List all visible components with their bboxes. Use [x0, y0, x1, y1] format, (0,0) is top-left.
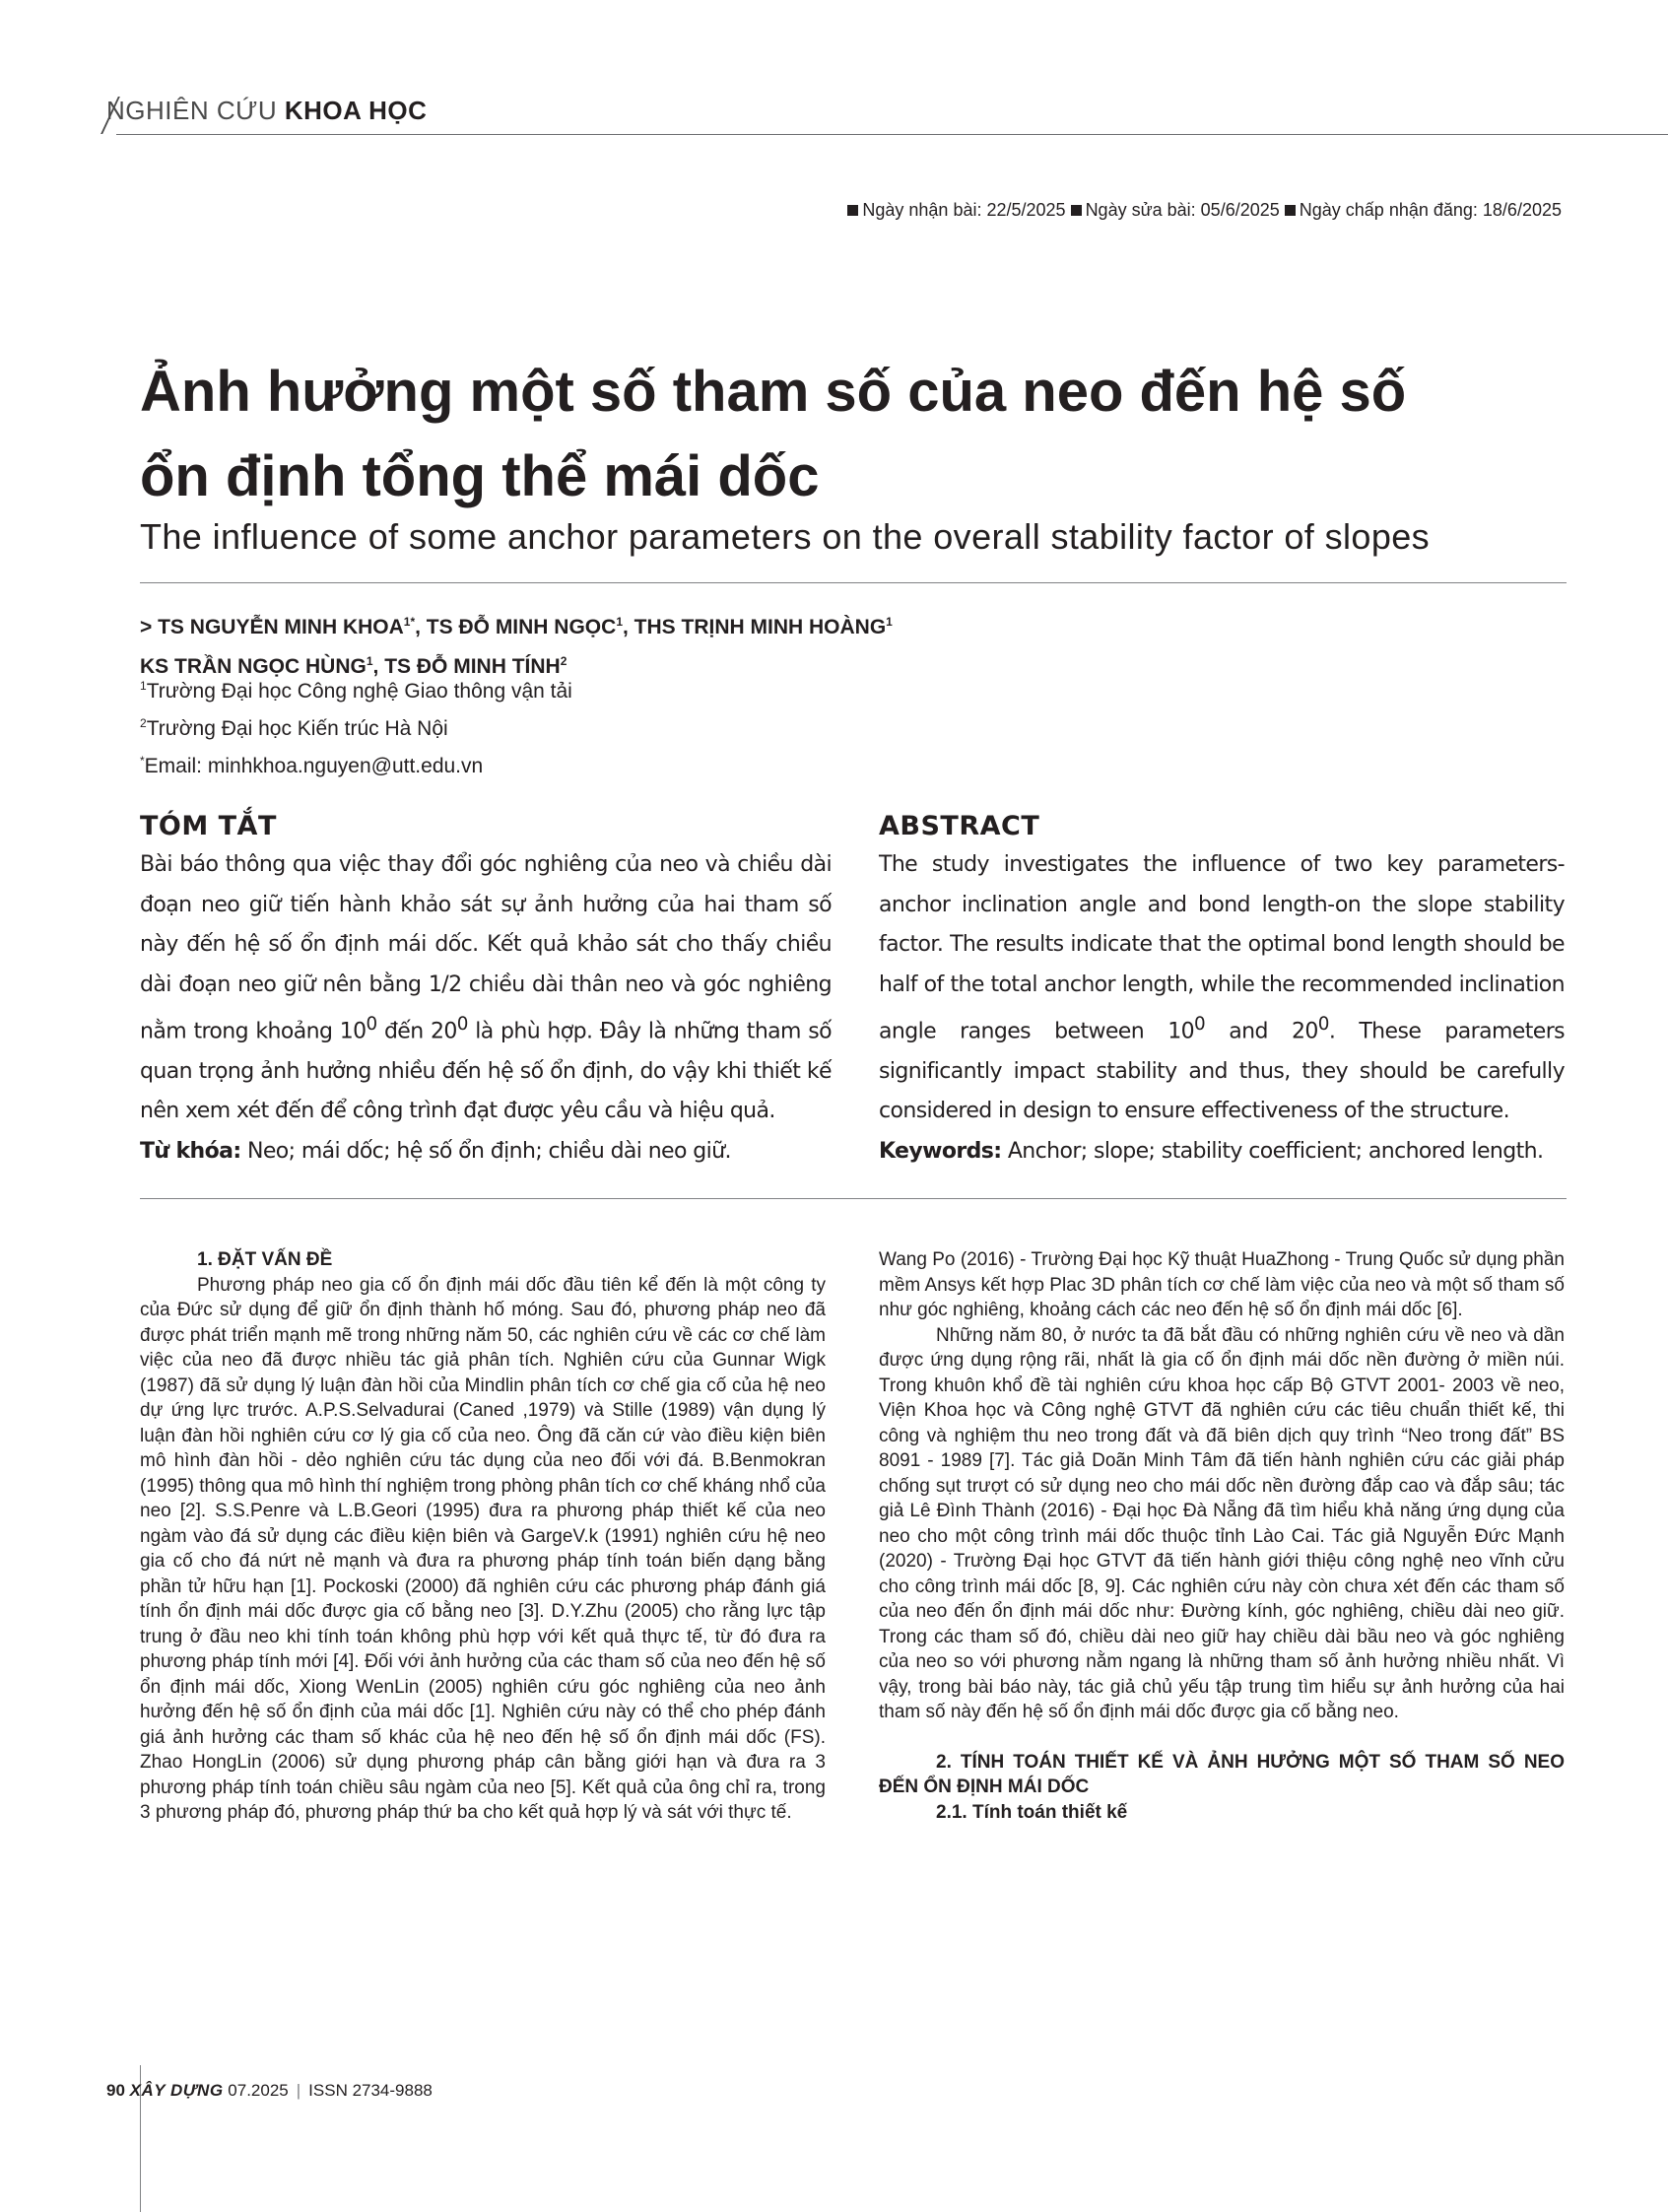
affiliation-text: Trường Đại học Kiến trúc Hà Nội [146, 717, 448, 740]
abstract-text: . These parameters significantly impact stability and thus, they should be carefully considered in design to ensure effectiveness of the structure. [879, 1019, 1566, 1124]
page-number: 90 [106, 2081, 125, 2100]
affiliations [140, 670, 572, 782]
affiliation-sup: 1 [140, 679, 147, 693]
author-sup: 2 [560, 654, 567, 668]
bullet-square-icon [847, 205, 858, 216]
contact-email [140, 745, 572, 782]
tomtat-heading: TÓM TẮT [140, 811, 277, 841]
english-title: The influence of some anchor parameters on the overall stability factor of slopes [140, 516, 1431, 557]
author-prefix: > [140, 616, 159, 638]
journal-brand: XÂY DỰNG [129, 2081, 224, 2100]
abstract-text: The study investigates the influence of two key parameters-anchor inclination angle and bond length-on the slope stability factor. The results indicate that the optimal bond length should be half of the total anchor length, while the recommended inclination angle ranges between 10 [879, 852, 1565, 1044]
tomtat-text: đến 20 [376, 1019, 457, 1044]
author-sup: 1* [403, 615, 416, 629]
article-title [140, 350, 1588, 519]
email-sup: * [140, 754, 145, 768]
author-line-1 [140, 605, 1578, 644]
author-sup: 1 [616, 615, 623, 629]
tomtat-body [140, 845, 832, 1172]
author-name: , TS ĐỖ MINH NGỌC [415, 616, 617, 638]
body-paragraph: Những năm 80, ở nước ta đã bắt đầu có những nghiên cứu về neo và dần được ứng dụng rộng rãi, nhất là gia cố ổn định mái dốc nền đường ở miền núi. Trong khuôn khổ đề tài nghiên cứu khoa học cấp Bộ GTVT 2001- 2003 về neo, Viện Khoa học và Công nghệ GTVT đã nghiên cứu các tiêu chuẩn thiết kế, thi công và nghiệm thu neo trong đất và đã biên dịch quy trình “Neo trong đất” BS 8091 - 1989 [7]. Tác giả Doãn Minh Tâm đã tiến hành nghiên cứu các giải pháp chống sụt trượt có sử dụng neo cho mái dốc nền đường đắp cao và đắp sâu; tác giả Lê Đình Thành (2016) - Đại học Đà Nẵng đã tìm hiểu khả năng ứng dụng của neo cho một công trình mái dốc thuộc tỉnh Lào Cai. Tác giả Nguyễn Đức Mạnh (2020) - Trường Đại học GTVT đã tiến hành giới thiệu công nghệ neo vĩnh cửu cho công trình mái dốc [8, 9]. Các nghiên cứu này còn chưa xét đến các tham số của neo đến ổn định mái dốc như: Đường kính, góc nghiêng, chiều dài neo giữ. Trong các tham số đó, chiều dài neo giữ hay chiều dài bầu neo và góc nghiêng của neo so với phương nằm ngang là những tham số ảnh hưởng nhiều nhất. Vì vậy, trong bài báo này, tác giả chủ yếu tập trung tìm hiểu sự ảnh hưởng của hai tham số này đến hệ số ổn định mái dốc được gia cố bằng neo. [879, 1324, 1565, 1722]
tomtat-text: Bài báo thông qua việc thay đổi góc nghiêng của neo và chiều dài đoạn neo giữ tiến hành khảo sát sự ảnh hưởng của hai tham số này đến hệ số ổn định mái dốc. Kết quả khảo sát cho thấy chiều dài đoạn neo giữ nên bằng 1/2 chiều dài thân neo và góc nghiêng nằm trong khoảng 10 [140, 852, 832, 1044]
affiliation-1 [140, 670, 572, 707]
title-line-1: Ảnh hưởng một số tham số của neo đến hệ số [140, 360, 1407, 424]
affiliation-text: Trường Đại học Công nghệ Giao thông vận tải [146, 680, 572, 703]
tomtat-text: là phù hợp. Đây là những tham số quan trọng ảnh hưởng nhiều đến hệ số ổn định, do vậy khi thiết kế nên xem xét đến để công trình đạt được yêu cầu và hiệu quả. [140, 1019, 832, 1124]
spacer [879, 1725, 1565, 1750]
author-name: , TS ĐỖ MINH TÍNH [372, 655, 561, 678]
section-label-bold: KHOA HỌC [284, 96, 428, 125]
keywords-label-en: Keywords: [879, 1138, 1002, 1164]
body-column-left [140, 1247, 826, 1826]
author-sup: 1 [886, 615, 893, 629]
abstract-body [879, 845, 1565, 1172]
body-paragraph: Phương pháp neo gia cố ổn định mái dốc đầu tiên kể đến là một công ty của Đức sử dụng để giữ ổn định thành hố móng. Sau đó, phương pháp neo đã được phát triển mạnh mẽ trong những năm 50, các nghiên cứu về các cơ chế làm việc của neo đã được nhiều tác giả phân tích. Nghiên cứu của Gunnar Wigk (1987) đã sử dụng lý luận đàn hồi của Mindlin phân tích cơ chế gia cố của hệ neo dự ứng lực trước. A.P.S.Selvadurai (Caned ,1979) và Stille (1989) vận dụng lý luận đàn hồi nghiên cứu cơ lý gia cố của neo. Ông đã căn cứ vào điều kiện biên mô hình đàn hồi - dẻo nghiên cứu tác dụng của neo đối với đá. B.Benmokran (1995) thông qua mô hình thí nghiệm trong phòng phân tích cơ chế kháng nhổ của neo [2]. S.S.Penre và L.B.Geori (1995) đưa ra phương pháp thiết kế của neo ngàm vào đá sử dụng các điều kiện biên và GargeV.k (1991) nghiên cứu hệ neo gia cố cho đá nứt nẻ mạnh và đưa ra phương pháp tính toán biến dạng bằng phần tử hữu hạn [1]. Pockoski (2000) đã nghiên cứu các phương pháp đánh giá tính ổn định mái dốc được gia cố bằng neo [3]. D.Y.Zhu (2005) cho rằng lực tập trung ở đầu neo khi tính toán không phù hợp với kết quả thực tế, từ đó đưa ra phương pháp tính mới [4]. Đối với ảnh hưởng của các tham số của neo đến hệ số ổn định mái dốc, Xiong WenLin (2005) nghiên cứu góc nghiêng của neo ảnh hưởng đến hệ số ổn định của mái dốc [1]. Nghiên cứu này có thể cho phép đánh giá ảnh hưởng các tham số khác của hệ neo đến hệ số ổn định mái dốc (FS). Zhao HongLin (2006) sử dụng phương pháp cân bằng giới hạn và đưa ra 3 phương pháp tính toán chiều sâu ngàm của neo [5]. Kết quả của ông chỉ ra, trong 3 phương pháp đó, phương pháp thứ ba cho kết quả hợp lý và sát với thực tế. [140, 1274, 826, 1823]
affiliation-2 [140, 707, 572, 745]
degree-sup: 0 [1317, 1014, 1329, 1035]
abstract-text: and 20 [1205, 1019, 1318, 1044]
keywords-vi: Neo; mái dốc; hệ số ổn định; chiều dài neo giữ. [240, 1138, 731, 1164]
title-rule [140, 582, 1567, 583]
keywords-label-vi: Từ khóa: [140, 1138, 241, 1164]
bullet-square-icon [1285, 205, 1296, 216]
section-header [106, 96, 427, 126]
section-2-heading: 2. TÍNH TOÁN THIẾT KẾ VÀ ẢNH HƯỞNG MỘT SỐ THAM SỐ NEO ĐẾN ỔN ĐỊNH MÁI DỐC [879, 1751, 1565, 1797]
author-name: , THS TRỊNH MINH HOÀNG [623, 616, 887, 638]
author-name: KS TRẦN NGỌC HÙNG [140, 655, 367, 678]
abstract-rule [140, 1198, 1567, 1199]
title-line-2: ổn định tổng thể mái dốc [140, 444, 820, 508]
section-1-heading: 1. ĐẶT VẤN ĐỀ [197, 1249, 333, 1270]
abstract-heading: ABSTRACT [879, 811, 1040, 841]
page-footer [106, 2081, 433, 2101]
article-dates [847, 200, 1562, 221]
issn: ISSN 2734-9888 [308, 2081, 433, 2100]
bullet-square-icon [1071, 205, 1082, 216]
header-rule [116, 134, 1668, 135]
date-received: Ngày nhận bài: 22/5/2025 [862, 200, 1066, 220]
section-label-light: NGHIÊN CỨU [106, 96, 285, 125]
degree-sup: 0 [366, 1014, 377, 1035]
section-2-1-heading: 2.1. Tính toán thiết kế [936, 1801, 1128, 1823]
author-sup: 1 [366, 654, 373, 668]
affiliation-sup: 2 [140, 716, 147, 730]
degree-sup: 0 [456, 1014, 468, 1035]
keywords-en: Anchor; slope; stability coefficient; anchored length. [1001, 1138, 1544, 1164]
body-column-right [879, 1247, 1565, 1825]
date-accepted: Ngày chấp nhận đăng: 18/6/2025 [1299, 200, 1562, 220]
issue-date: 07.2025 [223, 2081, 289, 2100]
author-name: TS NGUYỄN MINH KHOA [158, 616, 404, 638]
date-revised: Ngày sửa bài: 05/6/2025 [1085, 200, 1280, 220]
degree-sup: 0 [1194, 1014, 1206, 1035]
email-text[interactable]: Email: minhkhoa.nguyen@utt.edu.vn [144, 755, 484, 777]
body-paragraph: Wang Po (2016) - Trường Đại học Kỹ thuật HuaZhong - Trung Quốc sử dụng phần mềm Ansys kết hợp Plac 3D phân tích cơ chế làm việc của neo và một số tham số như góc nghiêng, khoảng cách các neo đến hệ số ổn định mái dốc [6]. [879, 1249, 1565, 1320]
footer-separator: | [296, 2081, 301, 2100]
